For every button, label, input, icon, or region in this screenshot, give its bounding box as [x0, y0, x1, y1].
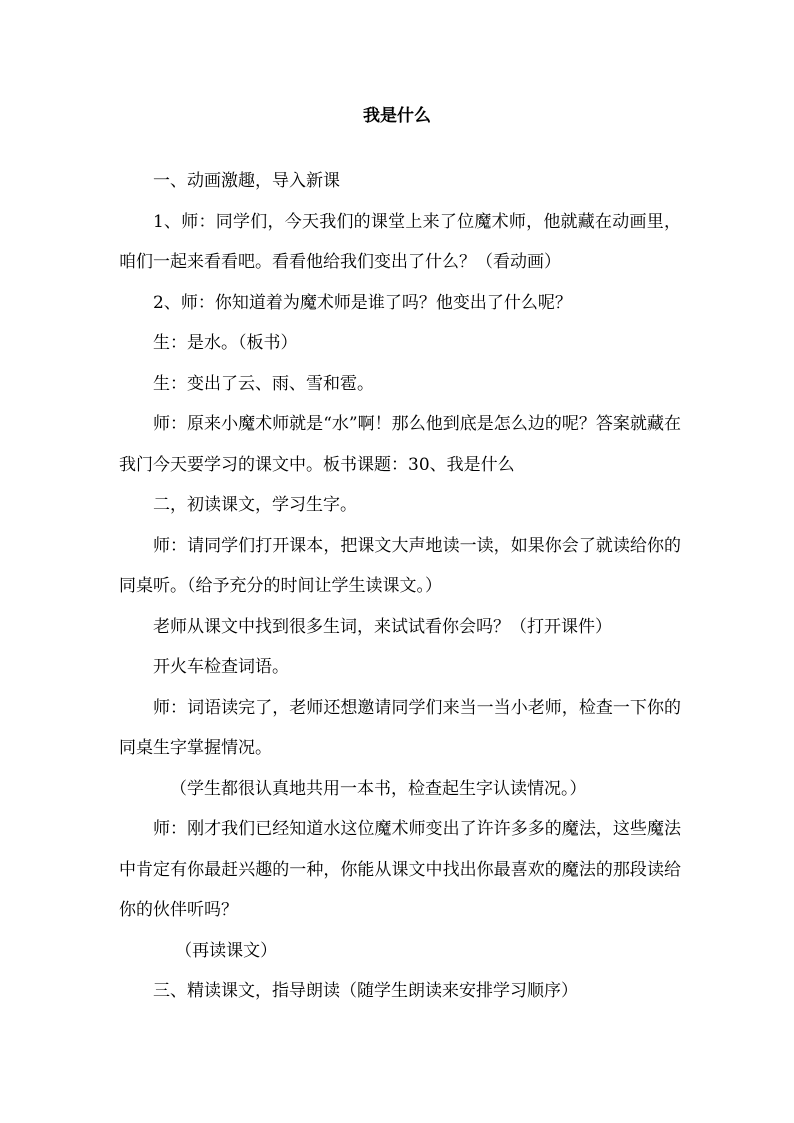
section-heading-3: 三、精读课文，指导朗读（随学生朗读来安排学习顺序）: [153, 981, 578, 1001]
paragraph: 开火车检查词语。: [153, 657, 289, 677]
paragraph: 生：变出了云、雨、雪和雹。: [153, 373, 374, 394]
section-heading-1: 一、动画激趣，导入新课: [153, 171, 340, 191]
paragraph: 师：原来小魔术师就是“水”啊！那么他到底是怎么边的呢？答案就藏在我门今天要学习的课文中。板书课题：30、我是什么: [119, 414, 681, 475]
document-title: 我是什么: [363, 106, 431, 126]
paragraph: 师：刚才我们已经知道水这位魔术师变出了许许多多的魔法，这些魔法中肯定有你最赶兴趣的一种，你能从课文中找出你最喜欢的魔法的那段读给你的伙伴听吗？: [119, 819, 681, 920]
document-body: [119, 161, 681, 1012]
paragraph: 师：请同学们打开课本，把课文大声地读一读，如果你会了就读给你的同桌听。（给予充分的时间让学生读课文。）: [119, 535, 681, 596]
section-heading-2: 二，初读课文，学习生字。: [153, 495, 357, 515]
paragraph: 师：词语读完了，老师还想邀请同学们来当一当小老师，检查一下你的同桌生字掌握情况。: [119, 697, 681, 758]
paragraph-note: （再读课文）: [175, 940, 278, 961]
paragraph-note: （学生都很认真地共用一本书，检查起生字认读情况。）: [170, 778, 587, 799]
paragraph: 2、师：你知道着为魔术师是谁了吗？他变出了什么呢？: [153, 292, 572, 313]
paragraph: 老师从课文中找到很多生词，来试试看你会吗？（打开课件）: [153, 616, 612, 637]
paragraph: 生：是水。（板书）: [153, 333, 298, 353]
paragraph: 1、师：同学们，今天我们的课堂上来了位魔术师，他就藏在动画里，咱们一起来看看吧。看看他给我们变出了什么？（看动画）: [119, 211, 681, 272]
